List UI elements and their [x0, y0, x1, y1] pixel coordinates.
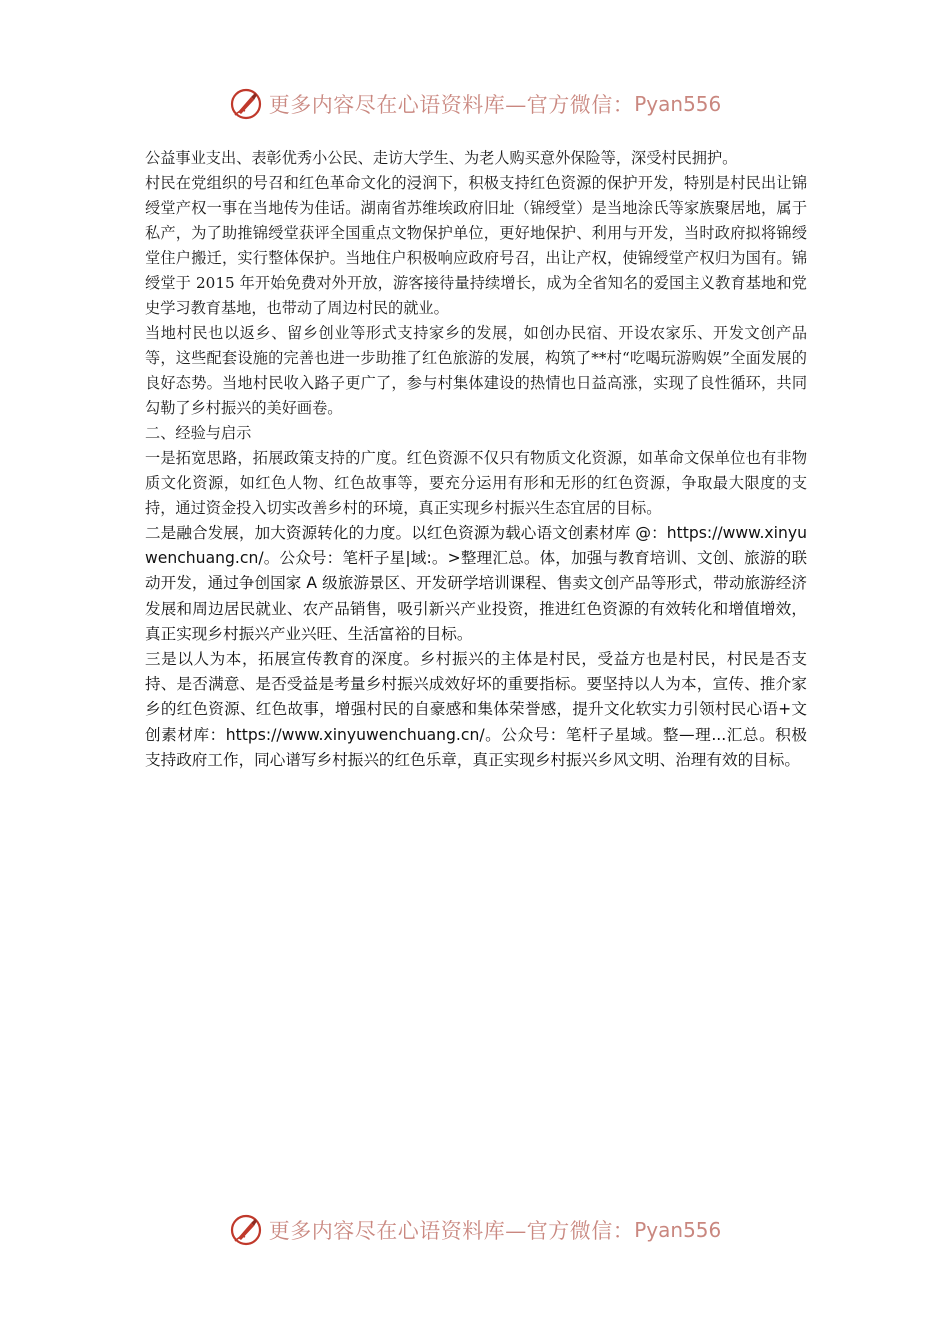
paragraph-first-point: 一是拓宽思路，拓展政策支持的广度。红色资源不仅只有物质文化资源，如革命文保单位也有非物质文化资源，如红色人物、红色故事等，要充分运用有形和无形的红色资源，争取最大限度的支持，通过资金投入切实改善乡村的环境，真正实现乡村振兴生态宜居的目标。 [145, 449, 807, 517]
banner-text: 更多内容尽在心语资料库—官方微信： [268, 93, 635, 117]
paragraph-second-point: 二是融合发展，加大资源转化的力度。以红色资源为载心语文创素材库 @：https://www.xinyuwenchuang.cn/。公众号：笔杆子星|域:。>整理汇总。体，加强与教育培训、文创、旅游的联动开发，通过争创国家 A 级旅游景区、开发研学培训课程、售卖文创产品等形式，带动旅游经济发展和周边居民就业、农产品销售，吸引新兴产业投资，推进红色资源的有效转化和增值增效，真正实现乡村振兴产业兴旺、生活富裕的目标。 [145, 524, 807, 643]
paragraph-intro-tail: 公益事业支出、表彰优秀小公民、走访大学生、为老人购买意外保险等，深受村民拥护。 [145, 149, 738, 167]
pen-logo-icon [229, 1213, 263, 1247]
paragraph-jinshoutang: 村民在党组织的号召和红色革命文化的浸润下，积极支持红色资源的保护开发，特别是村民出让锦绶堂产权一事在当地传为佳话。湖南省苏维埃政府旧址（锦绶堂）是当地涂氏等家族聚居地，属于私产，为了助推锦绶堂获评全国重点文物保护单位，更好地保护、利用与开发，当时政府拟将锦绶堂住户搬迁，实行整体保护。当地住户积极响应政府号召，出让产权，使锦绶堂产权归为国有。锦绶堂于 2015 年开始免费对外开放，游客接待量持续增长，成为全省知名的爱国主义教育基地和党史学习教育基地，也带动了周边村民的就业。 [145, 174, 807, 317]
pen-logo-icon [229, 87, 263, 121]
document-body [145, 146, 807, 773]
paragraph-third-point: 三是以人为本，拓展宣传教育的深度。乡村振兴的主体是村民，受益方也是村民，村民是否支持、是否满意、是否受益是考量乡村振兴成效好坏的重要指标。要坚持以人为本，宣传、推介家乡的红色资源、红色故事，增强村民的自豪感和集体荣誉感，提升文化软实力引领村民心语+文创素材库：https://www.xinyuwenchuang.cn/。公众号：笔杆子星域。整—理...汇总。积极支持政府工作，同心谱写乡村振兴的红色乐章，真正实现乡村振兴乡风文明、治理有效的目标。 [145, 650, 807, 769]
header-banner [0, 84, 950, 124]
banner-contact: Pyan556 [634, 92, 722, 116]
banner-contact: Pyan556 [634, 1218, 722, 1242]
paragraph-villagers: 当地村民也以返乡、留乡创业等形式支持家乡的发展，如创办民宿、开设农家乐、开发文创产品等，这些配套设施的完善也进一步助推了红色旅游的发展，构筑了**村“吃喝玩游购娱”全面发展的良好态势。当地村民收入路子更广了，参与村集体建设的热情也日益高涨，实现了良性循环，共同勾勒了乡村振兴的美好画卷。 [145, 324, 807, 417]
banner-text: 更多内容尽在心语资料库—官方微信： [268, 1219, 635, 1243]
section-heading: 二、经验与启示 [145, 424, 252, 442]
footer-banner [0, 1210, 950, 1250]
